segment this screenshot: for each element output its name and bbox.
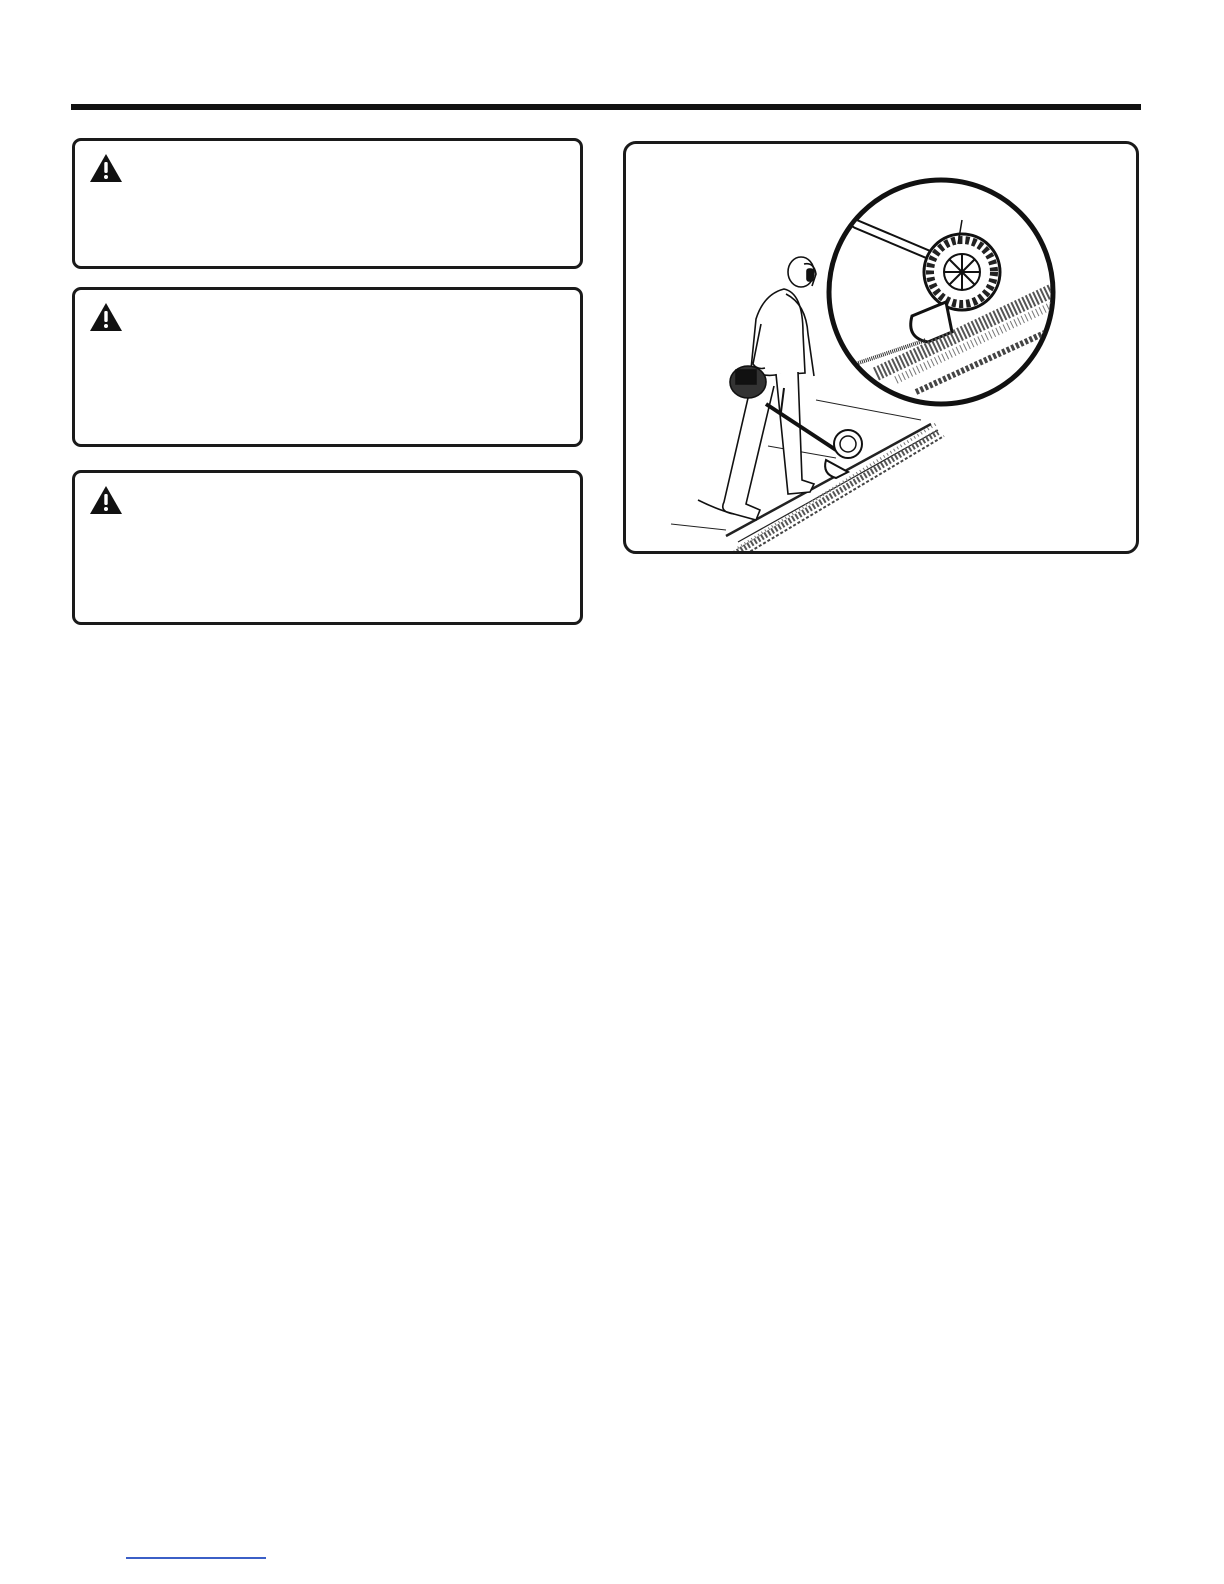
warning-triangle-icon [89, 302, 123, 332]
warning-box-3 [72, 470, 583, 625]
warning-triangle-icon [89, 485, 123, 515]
operator-figure [698, 257, 816, 520]
footer-link[interactable] [126, 1557, 266, 1559]
header-rule [71, 104, 1141, 110]
sidewalk-lines [671, 400, 938, 542]
edging-illustration [623, 141, 1139, 554]
warning-triangle-icon [89, 153, 123, 183]
warning-box-1 [72, 138, 583, 269]
edging-scene [626, 144, 1136, 551]
detail-magnifier [826, 180, 1086, 404]
warning-box-2 [72, 287, 583, 447]
